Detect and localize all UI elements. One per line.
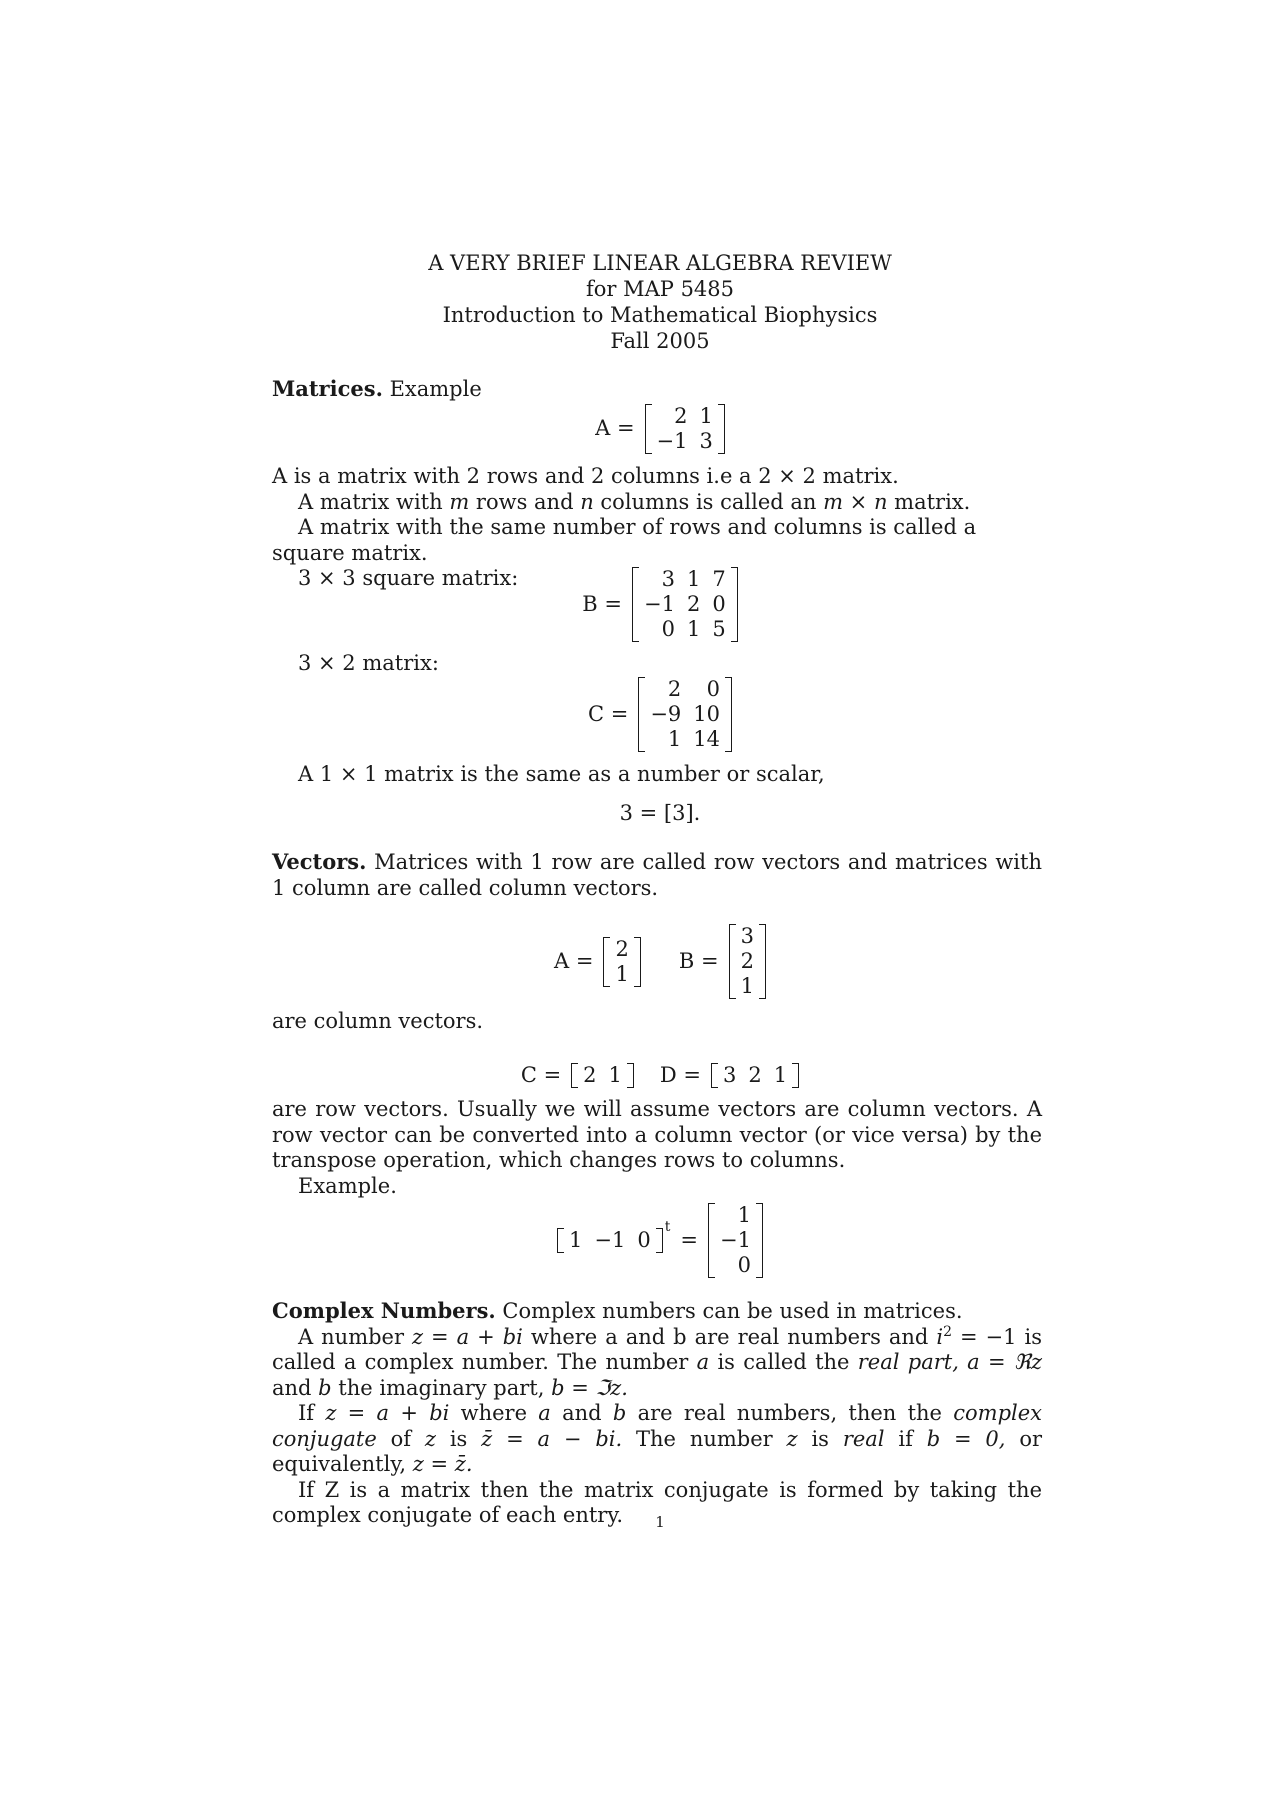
matrix-cell: 0: [737, 1253, 751, 1277]
matrix-c-table: [644, 677, 726, 752]
matrix-cell: 0: [661, 617, 675, 641]
matrix-cell: 0: [637, 1228, 651, 1252]
row-vectors-paragraph: [272, 1097, 1042, 1199]
matrix-cell: 1: [686, 567, 701, 591]
matrix-cell: −1: [643, 592, 675, 616]
document-title: [0, 250, 1280, 354]
vector-d: [711, 1063, 799, 1088]
course-name-line: Introduction to Mathematical Biophysics: [442, 303, 878, 327]
matrix-b-equation: [0, 567, 1280, 642]
matrix-cell: −1: [594, 1228, 626, 1252]
matrix-cell: 1: [686, 617, 701, 641]
page-number: 1: [655, 1513, 665, 1531]
matrix-cell: 1: [608, 1063, 622, 1088]
matrix-cell: −1: [656, 429, 688, 453]
matrix-c-label: C =: [587, 701, 629, 726]
matrix-cell: 14: [693, 727, 721, 751]
complex-intro-line: [272, 1298, 1042, 1325]
vector-a-label: A =: [554, 948, 594, 973]
matrix-cell: 2: [674, 404, 688, 428]
matrix-cell: −9: [650, 702, 682, 726]
matrices-p2: A matrix with m rows and n columns is called an m × n matrix.: [298, 489, 971, 514]
vector-d-label: D =: [659, 1063, 702, 1087]
matrix-cell: 10: [693, 702, 721, 726]
transpose-equals: =: [680, 1227, 698, 1252]
transpose-result: [708, 1203, 763, 1278]
complex-p1: A number z = a + bi where a and b are real numbers and $i^2 = -1$ is called a complex number. The number a is called the real part, a = ℜz and b the imaginary part, b = ℑz.: [272, 1323, 1043, 1400]
matrix-cell: 0: [706, 677, 721, 701]
matrix-c: [638, 677, 732, 752]
complex-p3: If Z is a matrix then the matrix conjugate is formed by taking the complex conjugate of each entry.: [272, 1477, 1042, 1527]
matrices-heading-line: [272, 376, 1042, 403]
transpose-equation: 1 −1 0 $^t$ = 1 −1 0: [0, 1203, 1280, 1278]
matrix-a-table: [651, 404, 719, 454]
matrix-cell: 2: [583, 1063, 597, 1088]
matrix-cell: 1: [740, 974, 754, 998]
matrix-cell: 1: [569, 1228, 583, 1252]
matrix-a: [645, 404, 725, 454]
matrix-cell: 5: [712, 617, 726, 641]
matrix-cell: 2: [748, 1063, 762, 1088]
complex-heading: Complex Numbers.: [272, 1298, 496, 1323]
matrix-cell: 2: [686, 592, 701, 616]
complex-p2: If z = a + bi where a and b are real numbers, then the complex conjugate of z is z̄ = a − bi. The number z is real if b = 0, or equivalently, z = z̄.: [272, 1401, 1042, 1476]
vector-b: [729, 924, 766, 999]
matrix-cell: 3: [723, 1063, 737, 1088]
vector-b-label: B =: [678, 948, 719, 973]
matrices-p5: 3 × 2 matrix:: [298, 651, 439, 675]
matrices-heading: Matrices.: [272, 376, 383, 401]
vectors-intro-paragraph: [272, 849, 1042, 901]
matrix-a-equation: [0, 404, 1280, 454]
matrices-p6: A 1 × 1 matrix is the same as a number or scalar,: [298, 762, 825, 786]
matrices-p1: A is a matrix with 2 rows and 2 columns i.e a 2 × 2 matrix.: [272, 464, 899, 488]
matrix-a-label: A =: [595, 416, 635, 441]
vector-c-label: C =: [520, 1063, 562, 1087]
transpose-example-label: Example.: [298, 1173, 397, 1198]
matrix-cell: 2: [667, 677, 682, 701]
vector-c: [571, 1063, 634, 1088]
matrix-cell: 3: [740, 924, 754, 948]
scalar-equation: 3 = [3].: [619, 801, 701, 825]
matrix-cell: 3: [699, 429, 713, 453]
complex-section: [272, 1298, 1042, 1529]
vectors-heading: Vectors.: [272, 849, 367, 874]
vectors-intro: Matrices with 1 row are called row vectors and matrices with 1 column are called column vectors.: [272, 850, 1042, 900]
matrix-cell: 1: [737, 1203, 751, 1227]
column-vectors-note: are column vectors.: [272, 1009, 484, 1033]
column-vectors-equation: [0, 924, 1280, 999]
matrix-cell: 2: [740, 949, 754, 973]
vector-a: [603, 937, 640, 987]
matrices-intro: Example: [389, 377, 482, 401]
matrix-cell: 7: [712, 567, 726, 591]
title-line: A VERY BRIEF LINEAR ALGEBRA REVIEW: [428, 251, 892, 275]
matrix-b: [632, 567, 738, 642]
complex-intro: Complex numbers can be used in matrices.: [502, 1299, 963, 1323]
matrices-p4: 3 × 3 square matrix:: [298, 566, 519, 590]
matrix-cell: 2: [615, 936, 629, 961]
row-vectors-note: are row vectors. Usually we will assume vectors are column vectors. A row vector can be converted into a column vector (or vice versa) by the transpose operation, which changes rows to columns.: [272, 1097, 1042, 1172]
matrix-cell: 1: [699, 404, 713, 428]
matrix-c-equation: [0, 677, 1280, 752]
term-line: Fall 2005: [610, 329, 710, 353]
matrix-cell: 3: [661, 567, 675, 591]
matrix-b-table: [638, 567, 732, 642]
matrix-cell: 0: [712, 592, 726, 616]
matrix-cell: 1: [615, 961, 629, 986]
matrices-p3: A matrix with the same number of rows and columns is called a square matrix.: [272, 515, 977, 565]
matrix-cell: 1: [667, 727, 682, 751]
row-vectors-equation: [0, 1063, 1280, 1089]
transpose-row-vector: [557, 1228, 663, 1253]
matrix-cell: −1: [720, 1228, 751, 1252]
matrix-b-label: B =: [582, 591, 622, 616]
matrix-cell: 1: [773, 1063, 788, 1088]
course-line: for MAP 5485: [585, 277, 735, 301]
